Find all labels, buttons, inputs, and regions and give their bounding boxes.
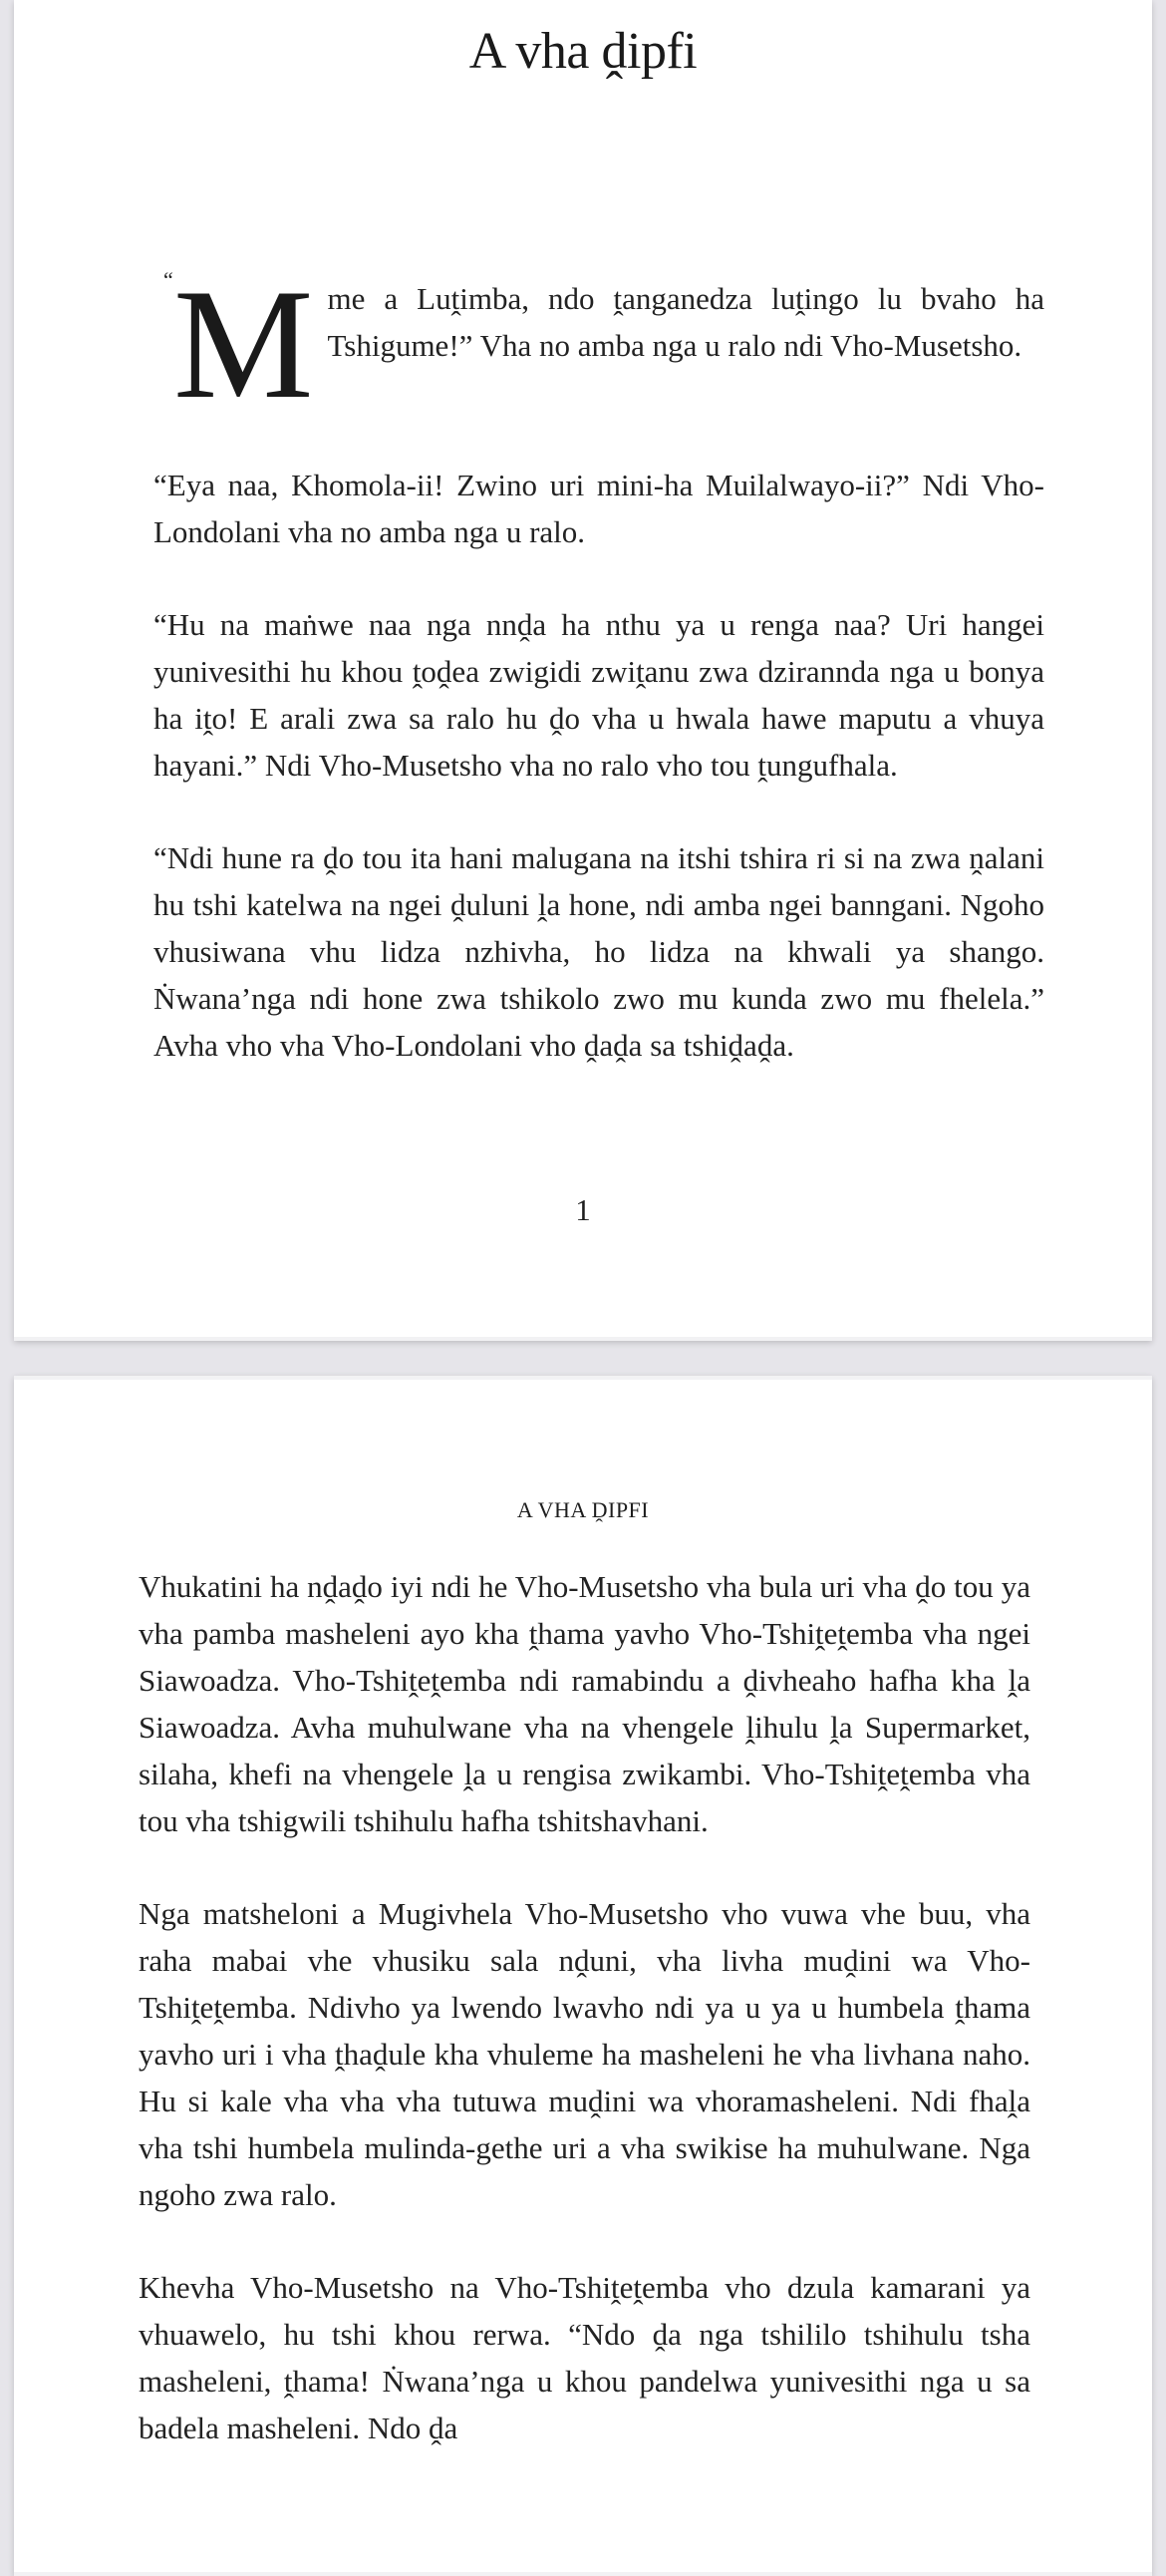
- opening-paragraph: [153, 257, 1044, 432]
- page-1-body: [153, 257, 1044, 1115]
- paragraph: Vhukatini ha nḓaḓo iyi ndi he Vho-Musetsho vha bula uri vha ḓo tou ya vha pamba masheleni ayo kha ṱhama yavho Vho-Tshiṱeṱemba vha ngei Siawoadza. Vho-Tshiṱeṱemba ndi ramabindu a ḓivheaho hafha kha ḽa Siawoadza. Avha muhulwane vha na vhengele ḽihulu ḽa Supermarket, silaha, khefi na vhengele ḽa u rengisa zwikambi. Vho-Tshiṱeṱemba vha tou vha tshigwili tshihulu hafha tshitshavhani.: [139, 1569, 1030, 1838]
- paragraph: Nga matsheloni a Mugivhela Vho-Musetsho vho vuwa vhe buu, vha raha mabai vhe vhusiku sala nḓuni, vha livha muḓini wa Vho-Tshiṱeṱemba. Ndivho ya lwendo lwavho ndi ya u ya u humbela ṱhama yavho uri i vha ṱhaḓule kha vhuleme ha masheleni he vha livhana naho. Hu si kale vha vha vha tutuwa muḓini wa vhoramasheleni. Ndi fhaḽa vha tshi humbela mulinda-gethe uri a vha swikise ha muhulwane. Nga ngoho zwa ralo.: [139, 1896, 1030, 2212]
- paragraph: “Hu na maṅwe naa nga nnḓa ha nthu ya u renga naa? Uri hangei yunivesithi hu khou ṱoḓea zwigidi zwiṱanu zwa dzirannda nga u bonya ha iṱo! E arali zwa sa ralo hu ḓo vha u hwala hawe maputu a vhuya hayani.” Ndi Vho-Musetsho vha no ralo vho tou ṱungufhala.: [153, 607, 1044, 783]
- running-header: A VHA ḒIPFI: [516, 1497, 650, 1522]
- opening-paragraph-text: me a Luṱimba, ndo ṱanganedza luṱingo lu bvaho ha Tshigume!” Vha no amba nga u ralo ndi Vho-Musetsho.: [327, 281, 1044, 363]
- paragraph: “Ndi hune ra ḓo tou ita hani malugana na itshi tshira ri si na zwa ṋalani hu tshi katelwa na ngei ḓuluni ḽa hone, ndi amba ngei banngani. Ngoho vhusiwana vhu lidza nzhivha, ho lidza na khwali ya shango. Ṅwana’nga ndi hone zwa tshikolo zwo mu kunda zwo mu fhelela.” Avha vho vha Vho-Londolani vho ḓaḓa sa tshiḓaḓa.: [153, 840, 1044, 1063]
- page-2-body: [139, 1563, 1030, 2497]
- document-page-1: [14, 0, 1152, 1341]
- paragraph: Khevha Vho-Musetsho na Vho-Tshiṱeṱemba vho dzula kamarani ya vhuawelo, hu tshi khou rerwa. “Ndo ḓa nga tshililo tshihulu tsha masheleni, ṱhama! Ṅwana’nga u khou pandelwa yunivesithi nga u sa badela masheleni. Ndo ḓa: [139, 2270, 1030, 2445]
- page-number: 1: [575, 1192, 591, 1227]
- document-page-2: [14, 1376, 1152, 2576]
- chapter-title: A vha ḓipfi: [468, 23, 698, 80]
- paragraph: “Eya naa, Khomola-ii! Zwino uri mini-ha Muilalwayo-ii?” Ndi Vho-Londolani vha no amba nga u ralo.: [153, 468, 1044, 549]
- drop-cap-letter: M: [173, 257, 314, 432]
- opening-quote-mark: “: [163, 267, 173, 292]
